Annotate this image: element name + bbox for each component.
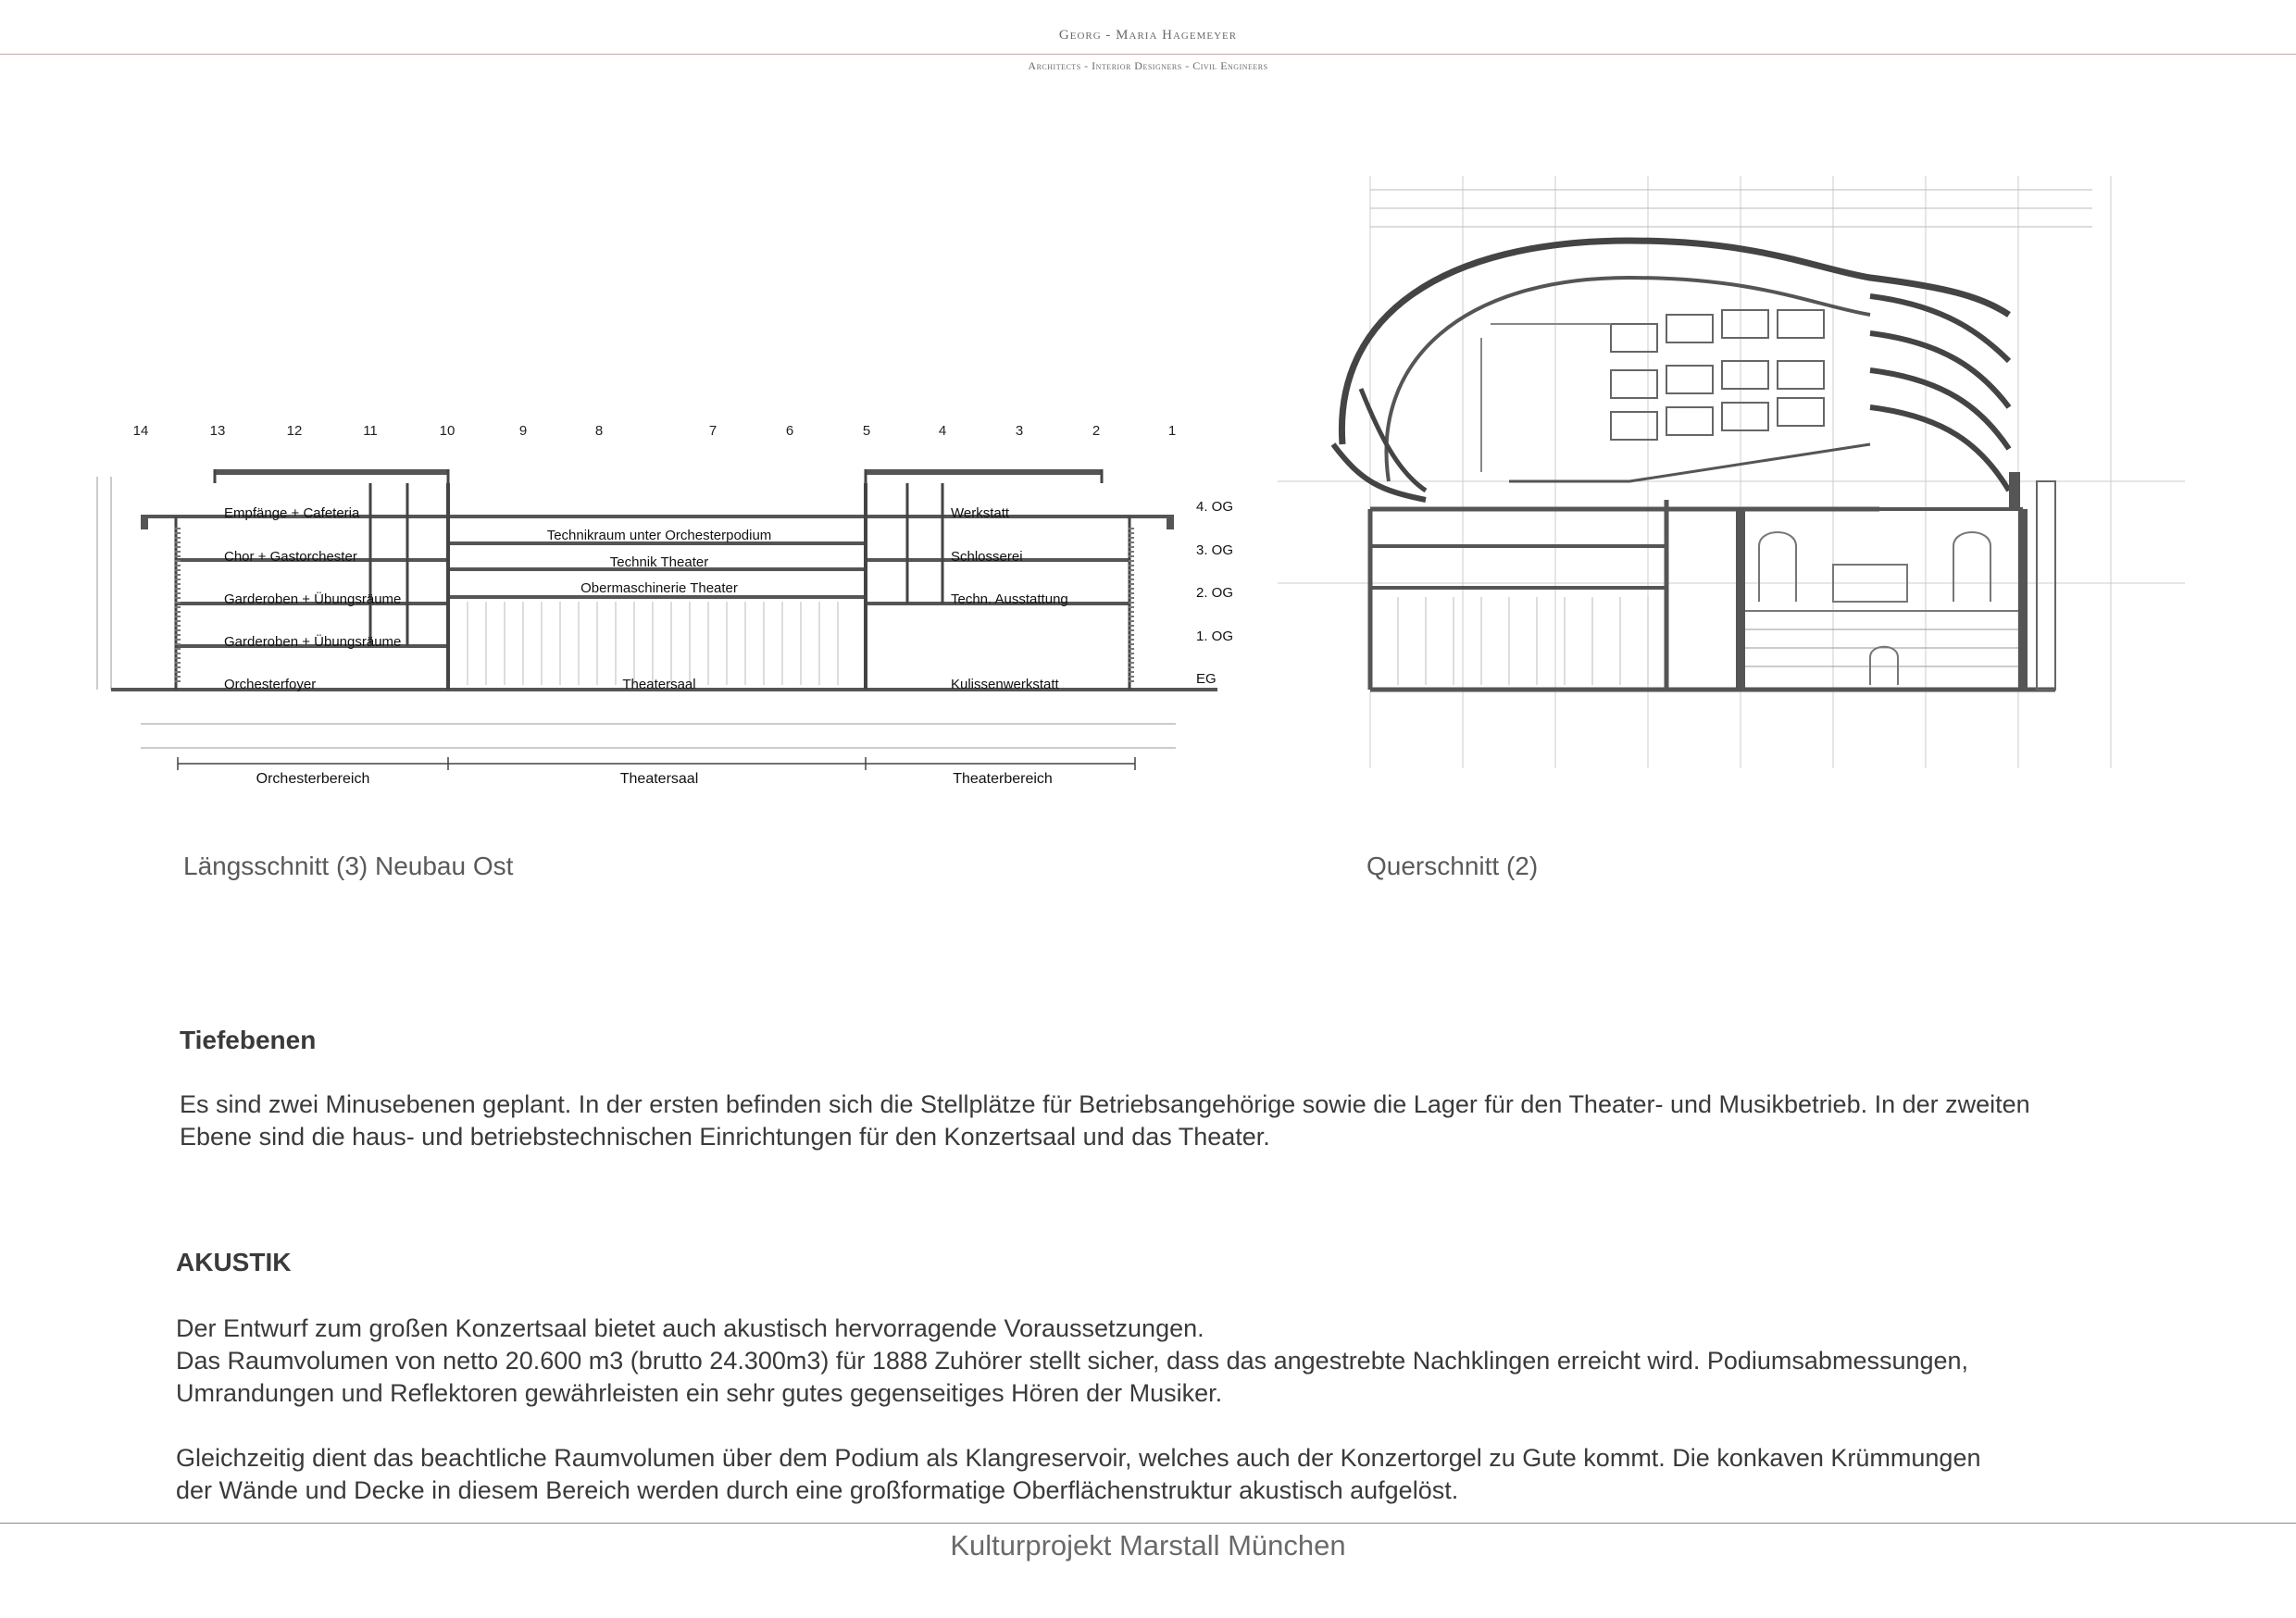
axis-label: 12 bbox=[286, 423, 303, 439]
room-label: Garderoben + Übungsräume bbox=[224, 634, 402, 650]
zone-label: Orchesterbereich bbox=[256, 771, 370, 787]
long-section-drawing bbox=[74, 407, 1250, 796]
room-label: Empfänge + Cafeteria bbox=[224, 505, 360, 521]
axis-label: 1 bbox=[1167, 423, 1177, 439]
cross-section-drawing bbox=[1278, 176, 2203, 778]
text-line: Gleichzeitig dient das beachtliche Raumvolumen über dem Podium als Klangreservoir, welches auch der Konzertorgel zu Gute kommt. Die konkaven Krümmungen bbox=[176, 1444, 1981, 1472]
axis-label: 10 bbox=[439, 423, 455, 439]
axis-label: 6 bbox=[785, 423, 794, 439]
level-label: 4. OG bbox=[1196, 499, 1234, 515]
footer-rule bbox=[0, 1523, 2296, 1524]
text-line: Das Raumvolumen von netto 20.600 m3 (brutto 24.300m3) für 1888 Zuhörer stellt sicher, dass das angestrebte Nachklingen erreicht wird. Podiumsabmessungen, bbox=[176, 1347, 1969, 1375]
axis-label: 14 bbox=[132, 423, 149, 439]
cross-section-caption: Querschnitt (2) bbox=[1366, 852, 1539, 880]
axis-label: 2 bbox=[1092, 423, 1101, 439]
akustik-paragraph-1 bbox=[176, 1313, 2259, 1410]
level-label: 2. OG bbox=[1196, 585, 1234, 601]
header-rule bbox=[0, 54, 2296, 55]
text-line: der Wände und Decke in diesem Bereich werden durch eine großformatige Oberflächenstruktur akustisch aufgelöst. bbox=[176, 1476, 1459, 1504]
text-line: Umrandungen und Reflektoren gewährleisten ein sehr gutes gegenseitiges Hören der Musiker. bbox=[176, 1379, 1223, 1407]
akustik-heading: AKUSTIK bbox=[176, 1248, 292, 1276]
text-line: Der Entwurf zum großen Konzertsaal bietet auch akustisch hervorragende Voraussetzungen. bbox=[176, 1314, 1204, 1342]
room-label: Obermaschinerie Theater bbox=[580, 580, 738, 596]
level-label: 3. OG bbox=[1196, 542, 1234, 558]
axis-label: 8 bbox=[594, 423, 604, 439]
axis-label: 9 bbox=[518, 423, 528, 439]
room-label: Werkstatt bbox=[951, 505, 1010, 521]
text-line: Ebene sind die haus- und betriebstechnischen Einrichtungen für den Konzertsaal und das Theater. bbox=[180, 1123, 1270, 1151]
axis-label: 11 bbox=[363, 423, 378, 439]
room-label: Garderoben + Übungsräume bbox=[224, 591, 402, 607]
room-label: Theatersaal bbox=[622, 677, 696, 692]
tiefebenen-text bbox=[180, 1089, 2216, 1153]
zone-label: Theaterbereich bbox=[953, 771, 1053, 787]
room-label: Chor + Gastorchester bbox=[224, 549, 357, 565]
footer-title: Kulturprojekt Marstall München bbox=[950, 1529, 1346, 1562]
level-label: EG bbox=[1196, 671, 1217, 687]
room-label: Orchesterfoyer bbox=[224, 677, 317, 692]
zone-label: Theatersaal bbox=[619, 771, 699, 787]
firm-name: Georg - Maria Hagemeyer bbox=[1058, 28, 1238, 43]
axis-label: 4 bbox=[938, 423, 947, 439]
room-label: Techn. Ausstattung bbox=[951, 591, 1068, 607]
axis-label: 7 bbox=[708, 423, 718, 439]
axis-label: 5 bbox=[862, 423, 871, 439]
axis-label: 3 bbox=[1015, 423, 1024, 439]
firm-subtitle: Architects - Interior Designers - Civil Engineers bbox=[1028, 59, 1268, 72]
axis-label: 13 bbox=[209, 423, 226, 439]
tiefebenen-heading: Tiefebenen bbox=[180, 1026, 317, 1054]
room-label: Schlosserei bbox=[951, 549, 1023, 565]
axis-labels bbox=[133, 423, 1177, 439]
room-label: Technikraum unter Orchesterpodium bbox=[546, 528, 772, 543]
level-label: 1. OG bbox=[1196, 629, 1234, 644]
room-label: Technik Theater bbox=[609, 554, 709, 570]
akustik-paragraph-2 bbox=[176, 1442, 2259, 1507]
room-label: Kulissenwerkstatt bbox=[951, 677, 1059, 692]
text-line: Es sind zwei Minusebenen geplant. In der ersten befinden sich die Stellplätze für Betriebsangehörige sowie die Lager für den Theater- und Musikbetrieb. In der zweiten bbox=[180, 1090, 2030, 1118]
long-section-caption: Längsschnitt (3) Neubau Ost bbox=[183, 852, 514, 880]
